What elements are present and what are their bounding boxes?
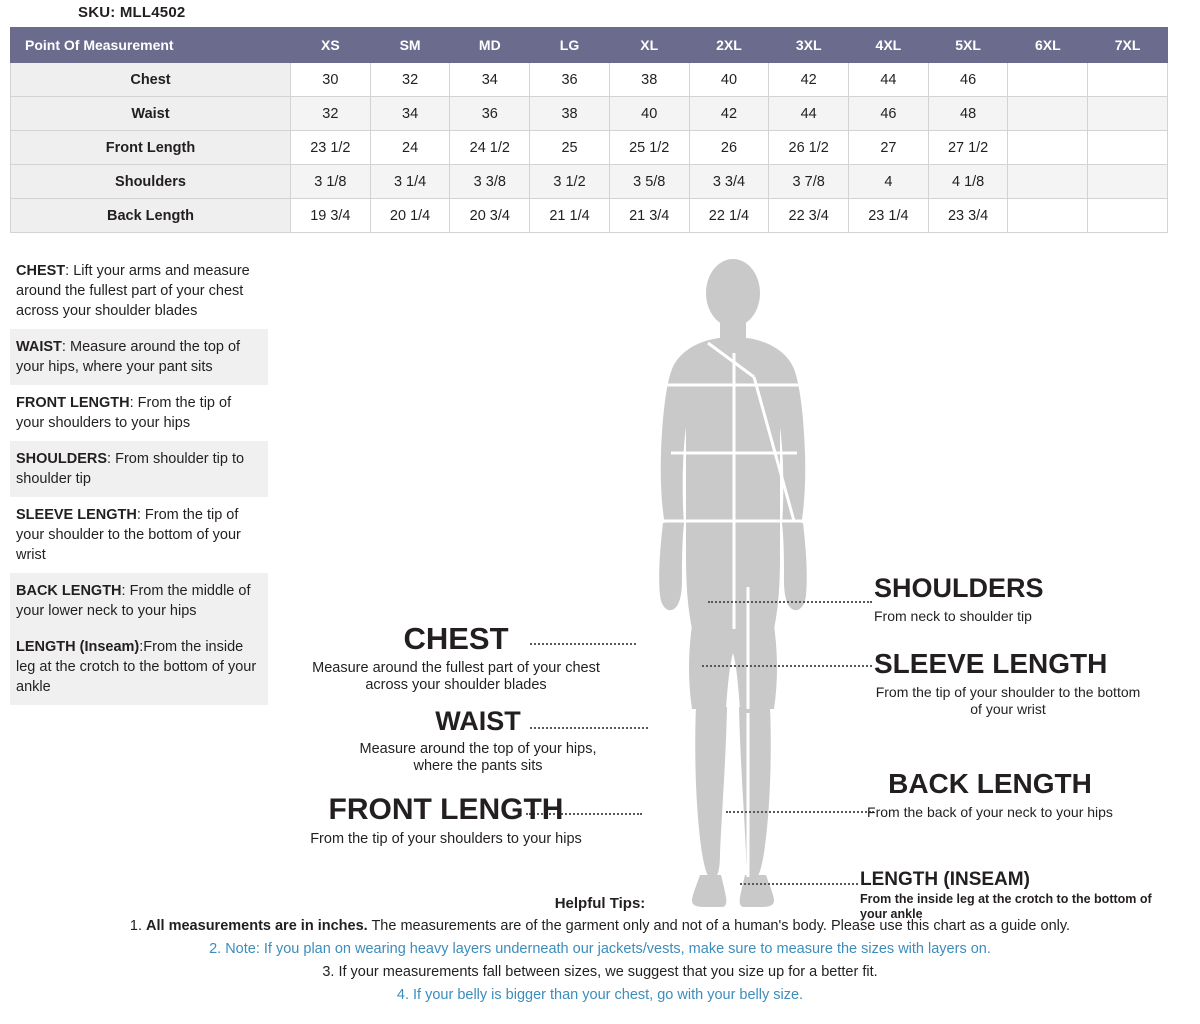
cell: 21 3/4 [609,199,689,233]
cell: 44 [769,97,849,131]
cell: 25 1/2 [609,131,689,165]
definition-separator: : [65,263,74,279]
column-header-3xl: 3XL [769,28,849,63]
cell [1008,131,1088,165]
callout-subtitle: Measure around the top of your hips, where the pants sits [359,741,597,775]
tip-item-3 [0,962,1200,982]
cell [1088,165,1168,199]
cell: 22 3/4 [769,199,849,233]
cell [1008,199,1088,233]
row-label-front-length: Front Length [11,131,291,165]
tip-text: 4. If your belly is bigger than your chest, go with your belly size. [396,987,804,1003]
cell: 3 1/8 [291,165,371,199]
cell: 26 1/2 [769,131,849,165]
cell: 3 5/8 [609,165,689,199]
callout-subtitle: Measure around the fullest part of your chest across your shoulder blades [312,660,600,694]
callout-subtitle: From neck to shoulder tip [874,608,1032,624]
column-header-2xl: 2XL [689,28,769,63]
table-row [11,97,1168,131]
cell: 3 3/8 [450,165,530,199]
leader-line-inseam [740,883,858,885]
cell: 3 7/8 [769,165,849,199]
row-label-waist: Waist [11,97,291,131]
tip-item-1 [0,916,1200,936]
tip-text: The measurements are of the garment only and not of a human's body. Please use this chart as a guide only. [367,918,1071,934]
helpful-tips [0,895,1200,1008]
cell: 38 [609,63,689,97]
definition-term: FRONT LENGTH [16,395,130,411]
cell: 46 [849,97,929,131]
size-chart-table [10,27,1168,233]
cell: 40 [689,63,769,97]
cell: 23 1/2 [291,131,371,165]
sku-label: SKU: MLL4502 [78,4,186,21]
tip-text: 2. Note: If you plan on wearing heavy layers underneath our jackets/vests, make sure to measure the sizes with layers on. [209,941,991,957]
cell: 27 [849,131,929,165]
column-header-6xl: 6XL [1008,28,1088,63]
callout-front-length [270,795,622,848]
definition-front-length [10,385,268,441]
callout-title: FRONT LENGTH [328,793,564,826]
definition-term: LENGTH (Inseam) [16,639,140,655]
table-head [11,28,1168,63]
tip-item-2 [0,939,1200,959]
table-row [11,199,1168,233]
cell [1088,63,1168,97]
row-label-back-length: Back Length [11,199,291,233]
cell: 34 [450,63,530,97]
column-header-pom: Point Of Measurement [11,28,291,63]
cell: 38 [530,97,610,131]
callout-shoulders [874,575,1174,625]
cell: 20 1/4 [370,199,450,233]
cell: 48 [928,97,1008,131]
table-body [11,63,1168,233]
callout-subtitle: From the tip of your shoulders to your hips [310,831,582,847]
definition-separator: : [129,395,138,411]
cell [1088,97,1168,131]
cell: 32 [370,63,450,97]
cell: 23 1/4 [849,199,929,233]
table-header-row [11,28,1168,63]
callout-subtitle: From the tip of your shoulder to the bottom of your wrist [875,684,1141,717]
column-header-lg: LG [530,28,610,63]
tip-item-4 [0,985,1200,1005]
column-header-md: MD [450,28,530,63]
cell: 24 1/2 [450,131,530,165]
cell: 3 1/2 [530,165,610,199]
definition-separator: : [139,639,144,655]
cell: 22 1/4 [689,199,769,233]
definition-term: CHEST [16,263,66,279]
cell: 42 [769,63,849,97]
callout-title: SLEEVE LENGTH [874,648,1108,679]
tip-prefix: 1. [129,918,147,934]
definition-separator: : [121,583,130,599]
cell [1008,63,1088,97]
leader-line-sleeve [702,665,872,667]
definition-text: Measure around the top of your hips, where your pant sits [16,339,241,375]
definition-text: From the middle of your lower neck to your hips [16,583,251,619]
column-header-5xl: 5XL [928,28,1008,63]
definition-separator: : [107,451,116,467]
definition-text: From the tip of your shoulder to the bottom of your wrist [16,507,241,563]
cell: 40 [609,97,689,131]
callout-subtitle: From the back of your neck to your hips [867,804,1113,820]
definition-term: SHOULDERS [16,451,108,467]
definition-text: Lift your arms and measure around the fullest part of your chest across your shoulder blades [16,263,250,319]
cell: 44 [849,63,929,97]
cell: 21 1/4 [530,199,610,233]
cell: 3 3/4 [689,165,769,199]
cell: 30 [291,63,371,97]
callout-chest [296,623,616,694]
cell: 24 [370,131,450,165]
cell: 23 3/4 [928,199,1008,233]
cell: 3 1/4 [370,165,450,199]
column-header-sm: SM [370,28,450,63]
cell: 27 1/2 [928,131,1008,165]
table-row [11,165,1168,199]
definition-inseam [10,629,268,705]
definition-term: BACK LENGTH [16,583,122,599]
cell [1008,97,1088,131]
definition-chest [10,253,268,329]
cell: 32 [291,97,371,131]
cell [1008,165,1088,199]
figure-wrapper [278,245,1190,921]
definition-waist [10,329,268,385]
callout-back-length [820,770,1160,821]
column-header-xs: XS [291,28,371,63]
callout-title: BACK LENGTH [888,768,1092,799]
cell: 36 [530,63,610,97]
cell: 4 [849,165,929,199]
cell: 20 3/4 [450,199,530,233]
cell [1088,131,1168,165]
cell: 36 [450,97,530,131]
definition-text: From the inside leg at the crotch to the bottom of your ankle [16,639,257,695]
callout-waist [350,708,606,775]
definition-text: From the tip of your shoulders to your hips [16,395,232,431]
definition-back-length [10,573,268,629]
cell: 25 [530,131,610,165]
tips-heading: Helpful Tips: [554,895,646,912]
callout-sleeve-length [874,650,1186,717]
callout-title: CHEST [403,621,509,656]
column-header-4xl: 4XL [849,28,929,63]
table-row [11,63,1168,97]
cell: 46 [928,63,1008,97]
cell: 42 [689,97,769,131]
cell: 19 3/4 [291,199,371,233]
column-header-xl: XL [609,28,689,63]
callout-title: SHOULDERS [874,573,1044,603]
definition-separator: : [136,507,145,523]
measurement-guide-area [0,245,1200,921]
cell: 26 [689,131,769,165]
definition-separator: : [61,339,70,355]
row-label-shoulders: Shoulders [11,165,291,199]
definition-sleeve-length [10,497,268,573]
table-row [11,131,1168,165]
definition-shoulders [10,441,268,497]
callout-title: LENGTH (INSEAM) [860,869,1030,890]
tip-text: 3. If your measurements fall between sizes, we suggest that you size up for a better fit. [322,964,878,980]
callout-title: WAIST [435,706,521,736]
leader-line-shoulders [708,601,872,603]
definition-term: SLEEVE LENGTH [16,507,137,523]
cell [1088,199,1168,233]
definition-term: WAIST [16,339,62,355]
row-label-chest: Chest [11,63,291,97]
definitions-list [10,253,268,705]
definition-text: From shoulder tip to shoulder tip [16,451,245,487]
cell: 34 [370,97,450,131]
tip-bold: All measurements are in inches. [146,918,368,934]
callout-subtitle: From the inside leg at the crotch to the bottom of your ankle [860,892,1152,921]
column-header-7xl: 7XL [1088,28,1168,63]
cell: 4 1/8 [928,165,1008,199]
